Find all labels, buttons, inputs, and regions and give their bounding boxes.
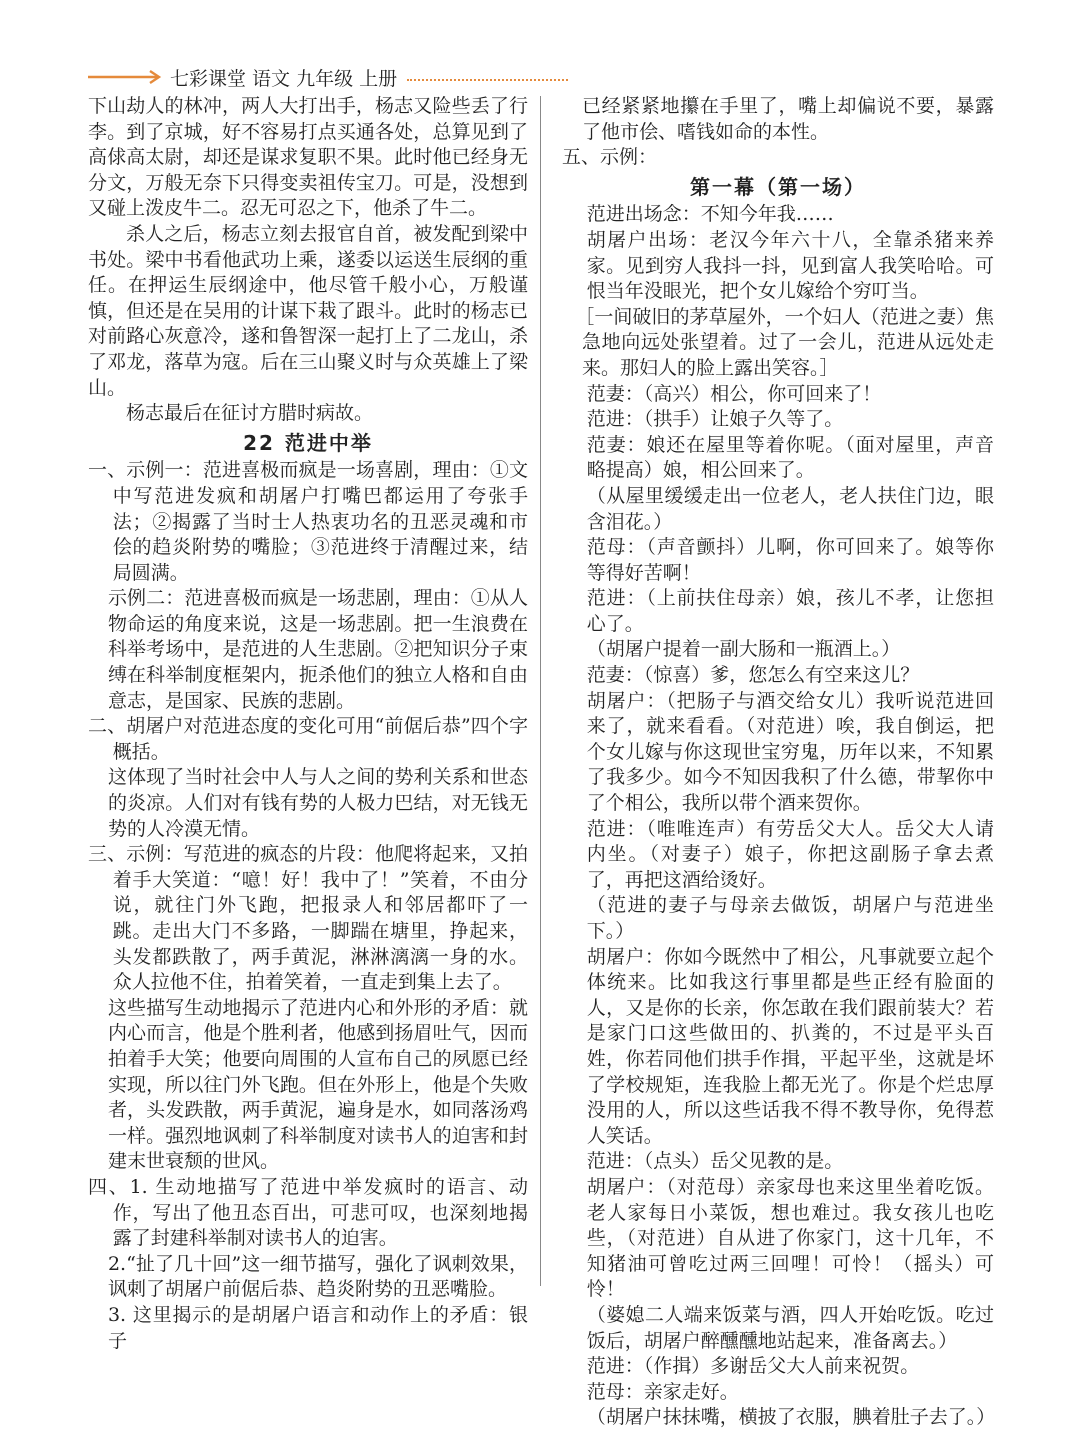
script-line: 范母：亲家走好。 <box>586 1380 739 1403</box>
story-paragraph-1: 下山劫人的林冲，两人大打出手，杨志又险些丢了行李。到了京城，好不容易打点买通各处，总算见到了高俅高太尉，却还是谋求复职不果。此时他已经身无分文，万般无奈下只得变卖祖传宝刀。可是，没想到又碰上泼皮牛二。忍无可忍之下，他杀了牛二。 <box>88 95 528 220</box>
answer-1-example-2: 示例二：范进喜极而疯是一场悲剧，理由：①从人物命运的角度来说，这是一场悲剧。把一生浪费在科举考场中，是范进的人生悲剧。②把知识分子束缚在科举制度框架内，扼杀他们的独立人格和自由意志，是国家、民族的悲剧。 <box>107 587 528 712</box>
answer-4-3: 3. 这里揭示的是胡屠户语言和动作上的矛盾：银子 <box>107 1303 528 1352</box>
lesson-heading <box>88 431 528 457</box>
story-paragraph-3: 杨志最后在征讨方腊时病故。 <box>126 402 374 425</box>
column-divider <box>540 96 541 1286</box>
answer-4-1: 四、1. 生动地描写了范进中举发疯时的语言、动作，写出了他丑态百出，可悲可叹，也深刻地揭露了封建科举制对读书人的迫害。 <box>88 1175 528 1250</box>
script-line: 范妻：（惊喜）爹，您怎么有空来这儿？ <box>586 664 920 687</box>
script-line: 范进：（点头）岳父见教的是。 <box>586 1150 844 1173</box>
script-line: （胡屠户抹抹嘴，横披了衣服，腆着肚子去了。） <box>586 1406 996 1429</box>
script-line: 胡屠户：（对范母）亲家母也来这里坐着吃饭。老人家每日小菜饭，想也难过。我女孩儿也吃些，（对范进）自从进了你家门，这十几年，不知猪油可曾吃过两三回哩！可怜！（摇头）可怜！ <box>586 1175 994 1301</box>
answer-2-explanation: 这体现了当时社会中人与人之间的势利关系和世态的炎凉。人们对有钱有势的人极力巴结，对无钱无势的人冷漠无情。 <box>107 766 528 840</box>
script-line: （胡屠户提着一副大肠和一瓶酒上。） <box>586 638 901 661</box>
script-line: 范进出场念：不知今年我…… <box>586 203 834 226</box>
script-lines <box>562 202 994 1431</box>
script-line: 胡屠户出场：老汉今年六十八，全靠杀猪来养家。见到穷人我抖一抖，见到富人我笑哈哈。可恨当年没眼光，把个女儿嫁给个穷叮当。 <box>586 228 994 303</box>
left-column <box>88 94 528 1354</box>
lesson-title: 范进中举 <box>284 430 373 455</box>
story-paragraph-2: 杀人之后，杨志立刻去报官自首，被发配到梁中书处。梁中书看他武功上乘，遂委以运送生辰纲的重任。在押运生辰纲途中，他尽管千般小心，万般谨慎，但还是在吴用的计谋下栽了跟斗。此时的杨志已对前路心灰意冷，遂和鲁智深一起打上了二龙山，杀了邓龙，落草为寇。后在三山聚义时与众英雄上了梁山。 <box>88 222 528 399</box>
script-line: 范进：（拱手）让娘子久等了。 <box>586 408 844 431</box>
script-line: 范母：（声音颤抖）儿啊，你可回来了。娘等你等得好苦啊！ <box>586 536 994 584</box>
page-header <box>88 60 568 94</box>
answer-4-3-continued: 已经紧紧地攥在手里了，嘴上却偏说不要，暴露了他市侩、嗜钱如命的本性。 <box>581 95 994 143</box>
answer-4-2: 2.“扯了几十回”这一细节描写，强化了讽刺效果，讽刺了胡屠户前倨后恭、趋炎附势的丑恶嘴脸。 <box>107 1252 528 1301</box>
lesson-number: 22 <box>243 430 275 455</box>
script-line: 范进：（唯唯连声）有劳岳父大人。岳父大人请内坐。（对妻子）娘子，你把这副肠子拿去煮了，再把这酒给烫好。 <box>586 817 994 891</box>
script-line: 范妻：娘还在屋里等着你呢。（面对屋里，声音略提高）娘，相公回来了。 <box>586 433 994 482</box>
answer-5: 五、示例： <box>562 146 658 169</box>
script-line: （从屋里缓缓走出一位老人，老人扶住门边，眼含泪花。） <box>586 484 994 533</box>
answer-3-explanation: 这些描写生动地揭示了范进内心和外形的矛盾：就内心而言，他是个胜利者，他感到扬眉吐气，因而拍着手大笑；他要向周围的人宣布自己的夙愿已经实现，所以往门外飞跑。但在外形上，他是个失败者，头发跌散，两手黄泥，遍身是水，如同落汤鸡一样。强烈地讽刺了科举制度对读书人的迫害和封建末世衰颓的世风。 <box>107 996 528 1173</box>
scene-title: 第一幕（第一场） <box>690 174 866 199</box>
answer-2: 二、胡屠户对范进态度的变化可用“前倨后恭”四个字概括。 <box>88 715 528 763</box>
arrow-right-icon <box>88 60 166 94</box>
header-title: 七彩课堂 语文 九年级 上册 <box>170 67 398 90</box>
header-dotted-line <box>407 79 568 81</box>
script-line: 胡屠户：（把肠子与酒交给女儿）我听说范进回来了，就来看看。（对范进）唉，我自倒运，把个女儿嫁与你这现世宝穷鬼，历年以来，不知累了我多少。如今不知因我积了什么德，带挈你中了个相公，我所以带个酒来贺你。 <box>586 689 994 815</box>
answer-3: 三、示例：写范进的疯态的片段：他爬将起来，又拍着手大笑道：“噫！好！我中了！”笑着，不由分说，就往门外飞跑，把报录人和邻居都吓了一跳。走出大门不多路，一脚踹在塘里，挣起来，头发都跌散了，两手黄泥，淋淋漓漓一身的水。众人拉他不住，拍着笑着，一直走到集上去了。 <box>88 843 528 994</box>
right-column <box>562 94 994 1431</box>
script-line: （范进的妻子与母亲去做饭，胡屠户与范进坐下。） <box>586 894 994 942</box>
script-line: （婆媳二人端来饭菜与酒，四人开始吃饭。吃过饭后，胡屠户醉醺醺地站起来，准备离去。） <box>586 1303 994 1352</box>
script-line: 范进：（作揖）多谢岳父大人前来祝贺。 <box>586 1355 920 1378</box>
script-line: 胡屠户：你如今既然中了相公，凡事就要立起个体统来。比如我这行事里都是些正经有脸面的人，又是你的长亲，你怎敢在我们跟前装大？若是家门口这些做田的、扒粪的，不过是平头百姓，你若同他们拱手作揖，平起平坐，这就是坏了学校规矩，连我脸上都无光了。你是个烂忠厚没用的人，所以这些话我不得不教导你，免得惹人笑话。 <box>586 945 994 1147</box>
script-line: ［一间破旧的茅草屋外，一个妇人（范进之妻）焦急地向远处张望着。过了一会儿，范进从远处走来。那妇人的脸上露出笑容。］ <box>575 305 994 379</box>
answer-1-example-1: 一、示例一：范进喜极而疯是一场喜剧，理由：①文中写范进发疯和胡屠户打嘴巴都运用了夸张手法；②揭露了当时士人热衷功名的丑恶灵魂和市侩的趋炎附势的嘴脸；③范进终于清醒过来，结局圆满。 <box>88 459 528 584</box>
script-line: 范进：（上前扶住母亲）娘，孩儿不孝，让您担心了。 <box>586 587 994 635</box>
script-line: 范妻：（高兴）相公，你可回来了！ <box>586 382 882 405</box>
